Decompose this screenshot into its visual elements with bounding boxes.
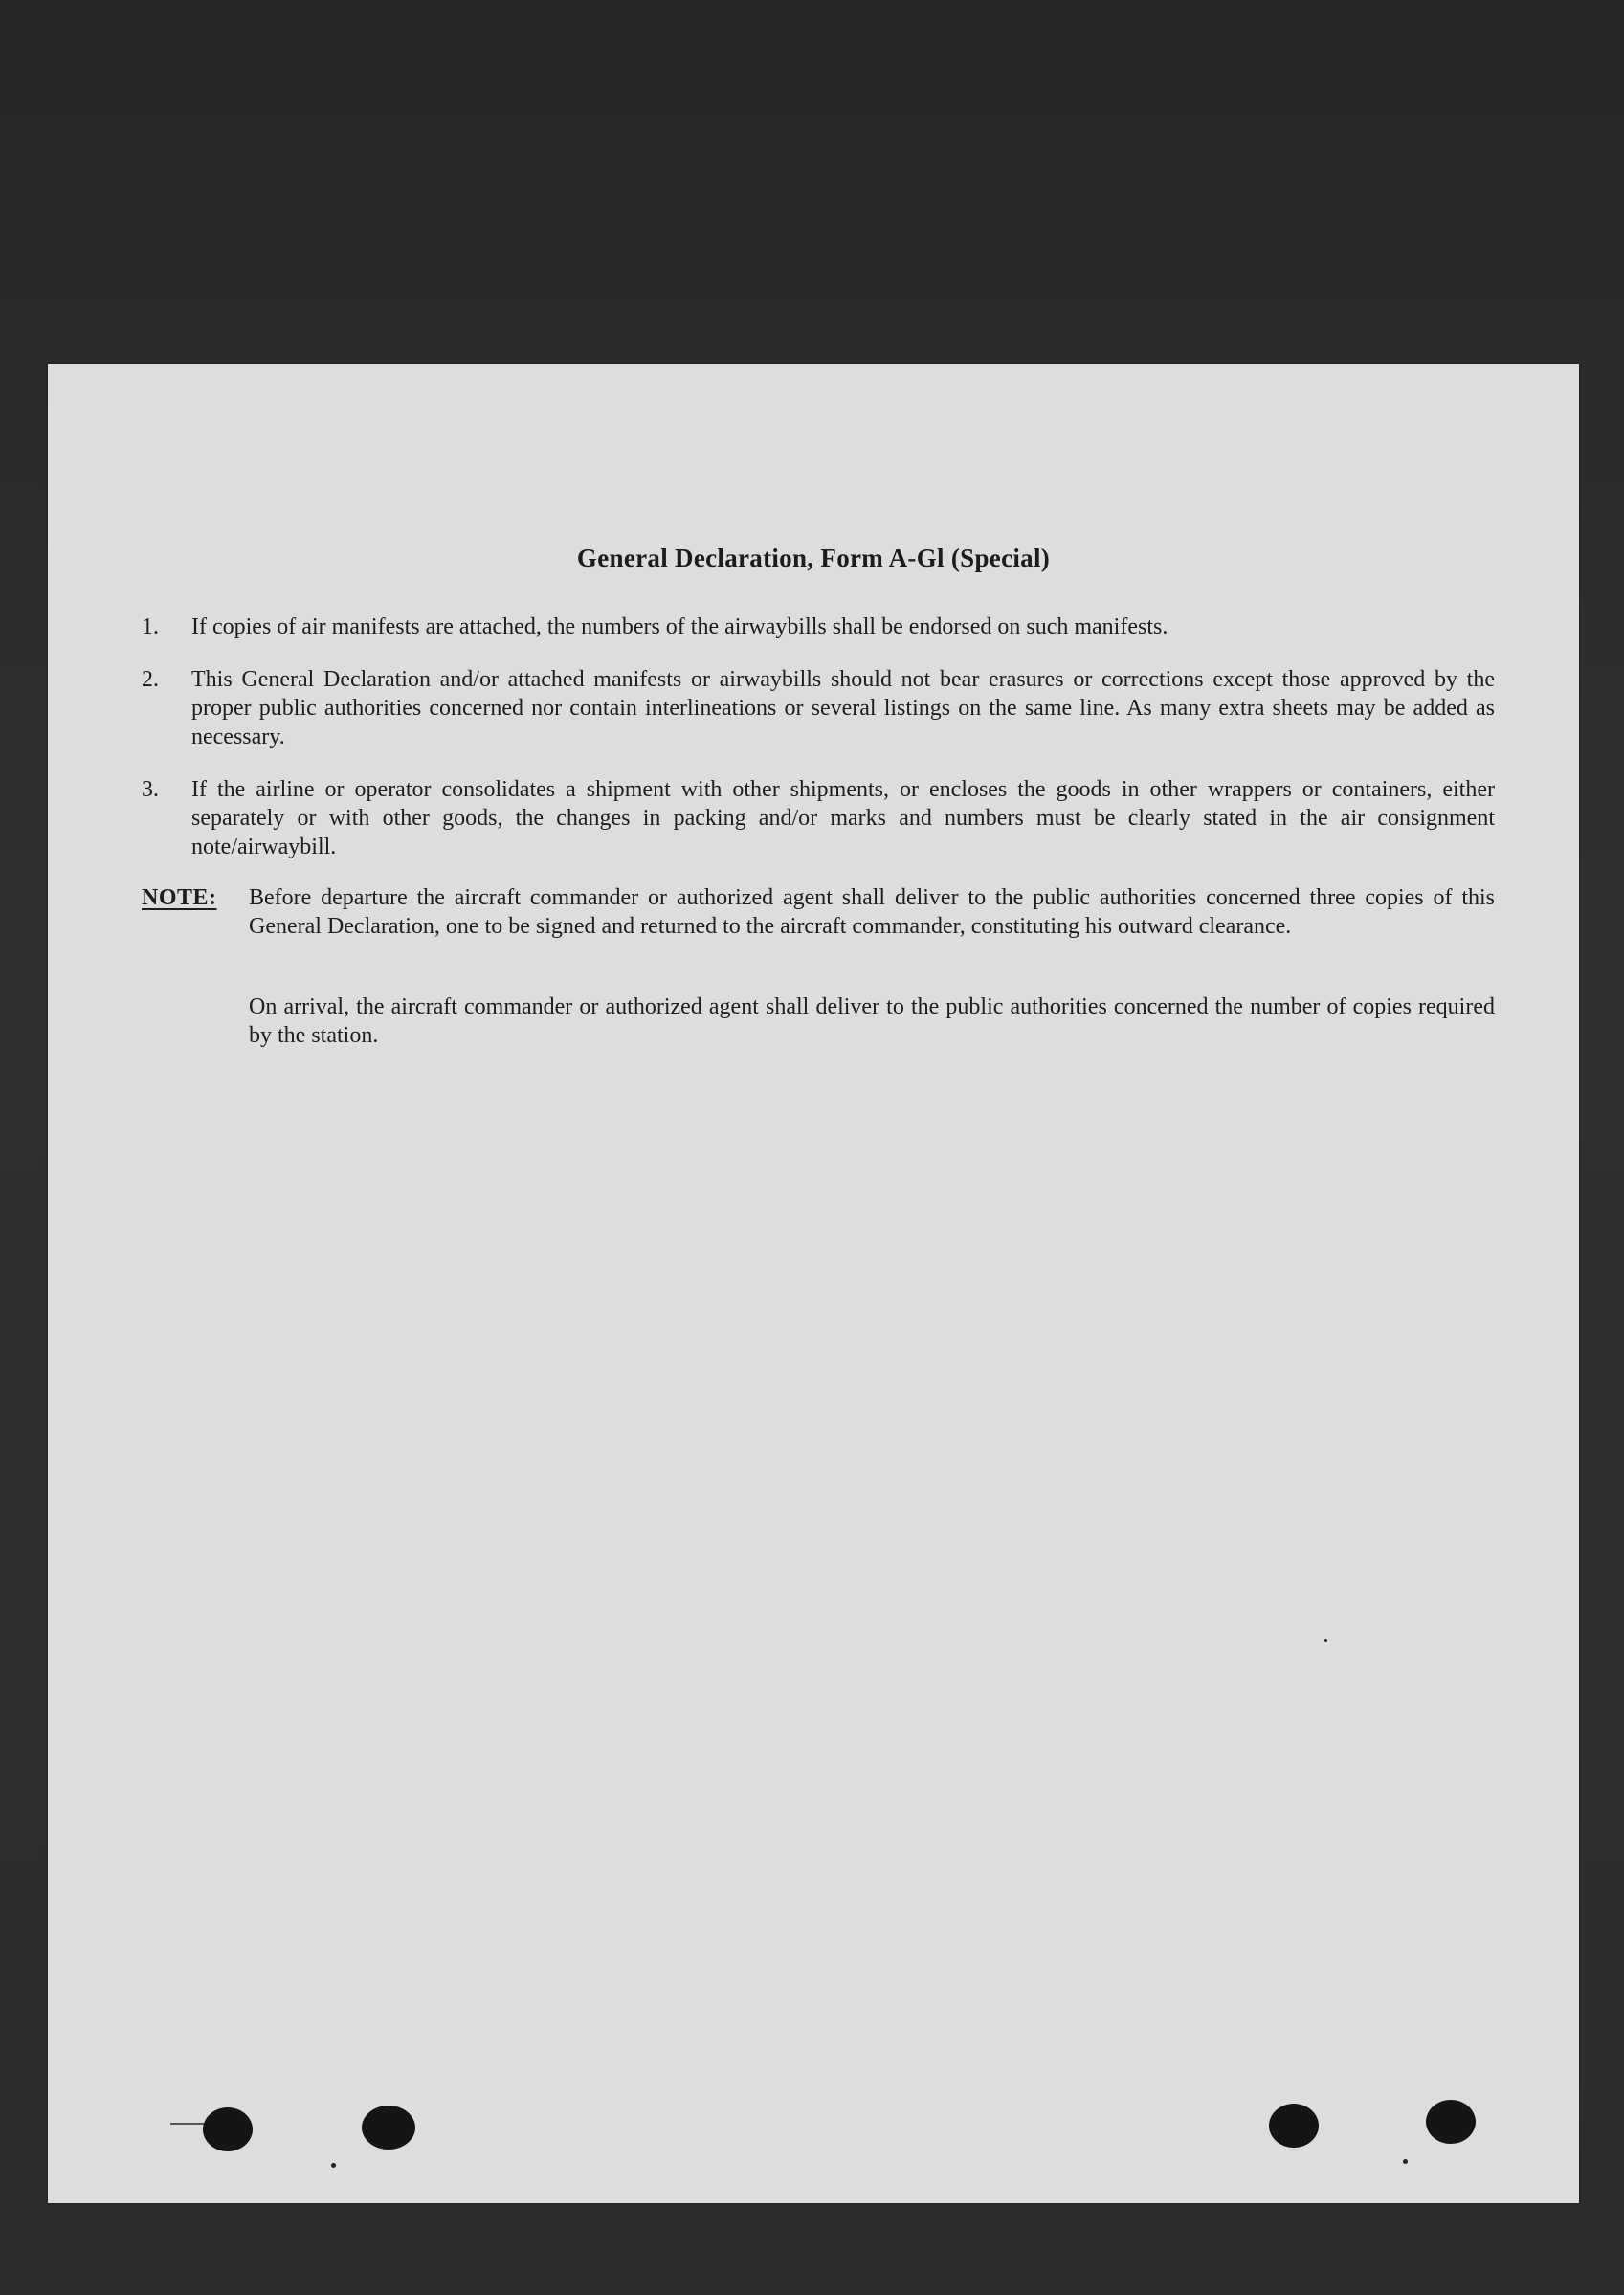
punch-hole-4 — [1426, 2100, 1476, 2144]
item-number: 1. — [142, 614, 159, 639]
punch-hole-3 — [1269, 2104, 1319, 2148]
item-text: If copies of air manifests are attached, the numbers of the airwaybills shall be endorsed on such manifests. — [191, 614, 1168, 639]
document-page — [48, 364, 1579, 2203]
item-text: If the airline or operator consolidates a shipment with other shipments, or encloses the goods in other wrappers or containers, either separately or with other goods, the changes in packing and/or marks and numbers must be clearly stated in the air consignment note/airwaybill. — [191, 777, 1495, 859]
note-paragraph-1: Before departure the aircraft commander or authorized agent shall deliver to the public authorities concerned three copies of this General Declaration, one to be signed and returned to the aircraft commander, constituting his outward clearance. — [249, 885, 1495, 939]
punch-hole-1 — [203, 2107, 253, 2151]
item-number: 2. — [142, 667, 159, 692]
punch-hole-2 — [362, 2106, 415, 2150]
item-text: This General Declaration and/or attached manifests or airwaybills should not bear erasures or corrections except those approved by the proper public authorities concerned nor contain interlineations or several listings on the same line. As many extra sheets may be added as necessary. — [191, 667, 1495, 749]
note-paragraph-2: On arrival, the aircraft commander or authorized agent shall deliver to the public authorities concerned the number of copies required by the station. — [249, 994, 1495, 1048]
speck — [1403, 2159, 1408, 2164]
speck — [331, 2163, 336, 2168]
note-label: NOTE: — [142, 885, 217, 910]
item-number: 3. — [142, 777, 159, 802]
document-title: General Declaration, Form A-Gl (Special) — [576, 544, 1051, 572]
speck — [1324, 1639, 1327, 1642]
